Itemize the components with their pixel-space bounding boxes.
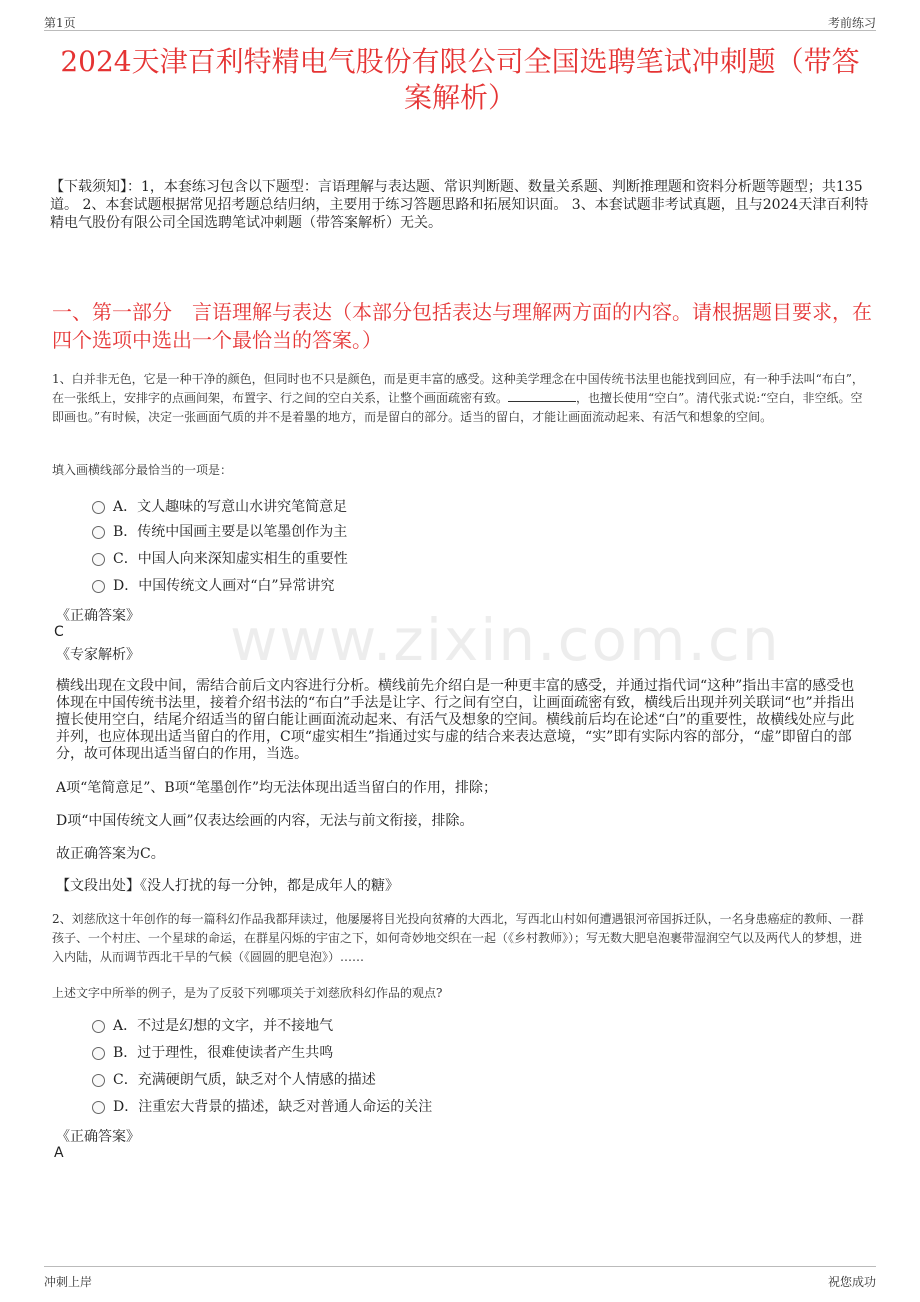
question-1-analysis-d: D项“中国传统文人画”仅表达绘画的内容，无法与前文衔接，排除。: [56, 813, 474, 829]
question-1-source: 【文段出处】《没人打扰的每一分钟，都是成年人的糖》: [56, 878, 399, 894]
download-notice: 【下载须知】：1，本套练习包含以下题型：言语理解与表达题、常识判断题、数量关系题、判断推理题和资料分析题等题型；共135道。 2、本套试题根据常见招考题总结归纳，主要用于练习答题思路和拓展知识面。 3、本套试题非考试真题，且与2024天津百利特精电气股份有限公司全国选聘笔试冲刺题（带答案解析）无关。: [50, 179, 869, 231]
radio-icon[interactable]: [92, 1074, 105, 1087]
question-1-answer-tag: 《正确答案》: [56, 608, 140, 624]
radio-icon[interactable]: [92, 553, 105, 566]
question-1-analysis: 横线出现在文段中间，需结合前后文内容进行分析。横线前先介绍白是一种更丰富的感受，并通过指代词“这种”指出丰富的感受也体现在中国传统书法里，接着介绍书法的“布白”手法是让字、行之间有空白，让画面疏密有致，横线后出现并列关联词“也”并指出擅长使用空白，结尾介绍适当的留白能让画面流动起来、有活气及想象的空间。横线前后均在论述“白”的重要性，故横线处应与此并列，也应体现出适当留白的作用，C项“虚实相生”指通过实与虚的结合来表达意境，“实”即有实际内容的部分，“虚”即留白的部分，故可体现出适当留白的作用，当选。: [56, 678, 855, 762]
radio-icon[interactable]: [92, 580, 105, 593]
question-1-prompt: 填入画横线部分最恰当的一项是：: [52, 463, 233, 477]
question-1-analysis-a-b: A项“笔简意足”、B项“笔墨创作”均无法体现出适当留白的作用，排除；: [56, 780, 498, 796]
header-label: 考前练习: [827, 16, 876, 30]
page-footer: [44, 1266, 876, 1297]
question-1-stem: 1、白并非无色，它是一种干净的颜色，但同时也不只是颜色，而是更丰富的感受。这种美学理念在中国传统书法里也能找到回应，有一种手法叫“布白”，在一张纸上，安排字的点画间架，布置字、行之间的空白关系，让整个画面疏密有致。 ，也擅长使用“空白”。清代张式说:“空白，非空纸。空即画也。”有时候，决定一张画面气质的并不是着墨的地方，而是留白的部分。适当的留白，才能让画面流动起来、有活气和想象的空间。: [52, 372, 864, 424]
question-2-prompt: 上述文字中所举的例子，是为了反驳下列哪项关于刘慈欣科幻作品的观点?: [52, 986, 443, 1000]
radio-icon[interactable]: [92, 501, 105, 514]
question-1-analysis-tag: 《专家解析》: [56, 647, 140, 663]
page-number: 第1页: [44, 16, 76, 30]
fill-blank: [508, 390, 576, 402]
question-2-stem: 2、刘慈欣这十年创作的每一篇科幻作品我都拜读过，他屡屡将目光投向贫瘠的大西北，写西北山村如何遭遇银河帝国拆迁队，一名身患癌症的教师、一群孩子、一个村庄、一个星球的命运，在群星闪烁的宇宙之下，如何奇妙地交织在一起（《乡村教师》）；写无数大肥皂泡裹带湿润空气以及两代人的梦想，进入内陆，从而调节西北干旱的气候（《圆圆的肥皂泡》）……: [52, 912, 864, 964]
question-2-option-c[interactable]: C．充满硬朗气质，缺乏对个人情感的描述: [92, 1070, 376, 1090]
document-title: 2024天津百利特精电气股份有限公司全国选聘笔试冲刺题（带答案解析）: [60, 45, 860, 114]
question-1-option-b[interactable]: B．传统中国画主要是以笔墨创作为主: [92, 522, 347, 542]
question-2-option-a[interactable]: A．不过是幻想的文字，并不接地气: [92, 1016, 333, 1036]
footer-left-label: 冲刺上岸: [44, 1275, 93, 1289]
question-1-option-c[interactable]: C．中国人向来深知虚实相生的重要性: [92, 549, 348, 569]
question-1-option-d[interactable]: D．中国传统文人画对“白”异常讲究: [92, 576, 335, 596]
radio-icon[interactable]: [92, 1020, 105, 1033]
question-2-answer: A: [54, 1145, 64, 1161]
section-title: 一、第一部分 言语理解与表达（本部分包括表达与理解两方面的内容。请根据题目要求，在四个选项中选出一个最恰当的答案。）: [52, 300, 872, 352]
watermark: www.zixin.com.cn: [230, 606, 781, 674]
question-1-option-a[interactable]: A．文人趣味的写意山水讲究笔简意足: [92, 497, 347, 517]
question-2-option-d[interactable]: D．注重宏大背景的描述，缺乏对普通人命运的关注: [92, 1097, 432, 1117]
question-2-option-b[interactable]: B．过于理性，很难使读者产生共鸣: [92, 1043, 333, 1063]
radio-icon[interactable]: [92, 1101, 105, 1114]
footer-right-label: 祝您成功: [827, 1275, 876, 1289]
page-header: [44, 0, 876, 31]
radio-icon[interactable]: [92, 1047, 105, 1060]
question-1-answer: C: [54, 624, 64, 640]
question-2-answer-tag: 《正确答案》: [56, 1129, 140, 1145]
question-1-conclusion: 故正确答案为C。: [56, 846, 165, 862]
radio-icon[interactable]: [92, 526, 105, 539]
